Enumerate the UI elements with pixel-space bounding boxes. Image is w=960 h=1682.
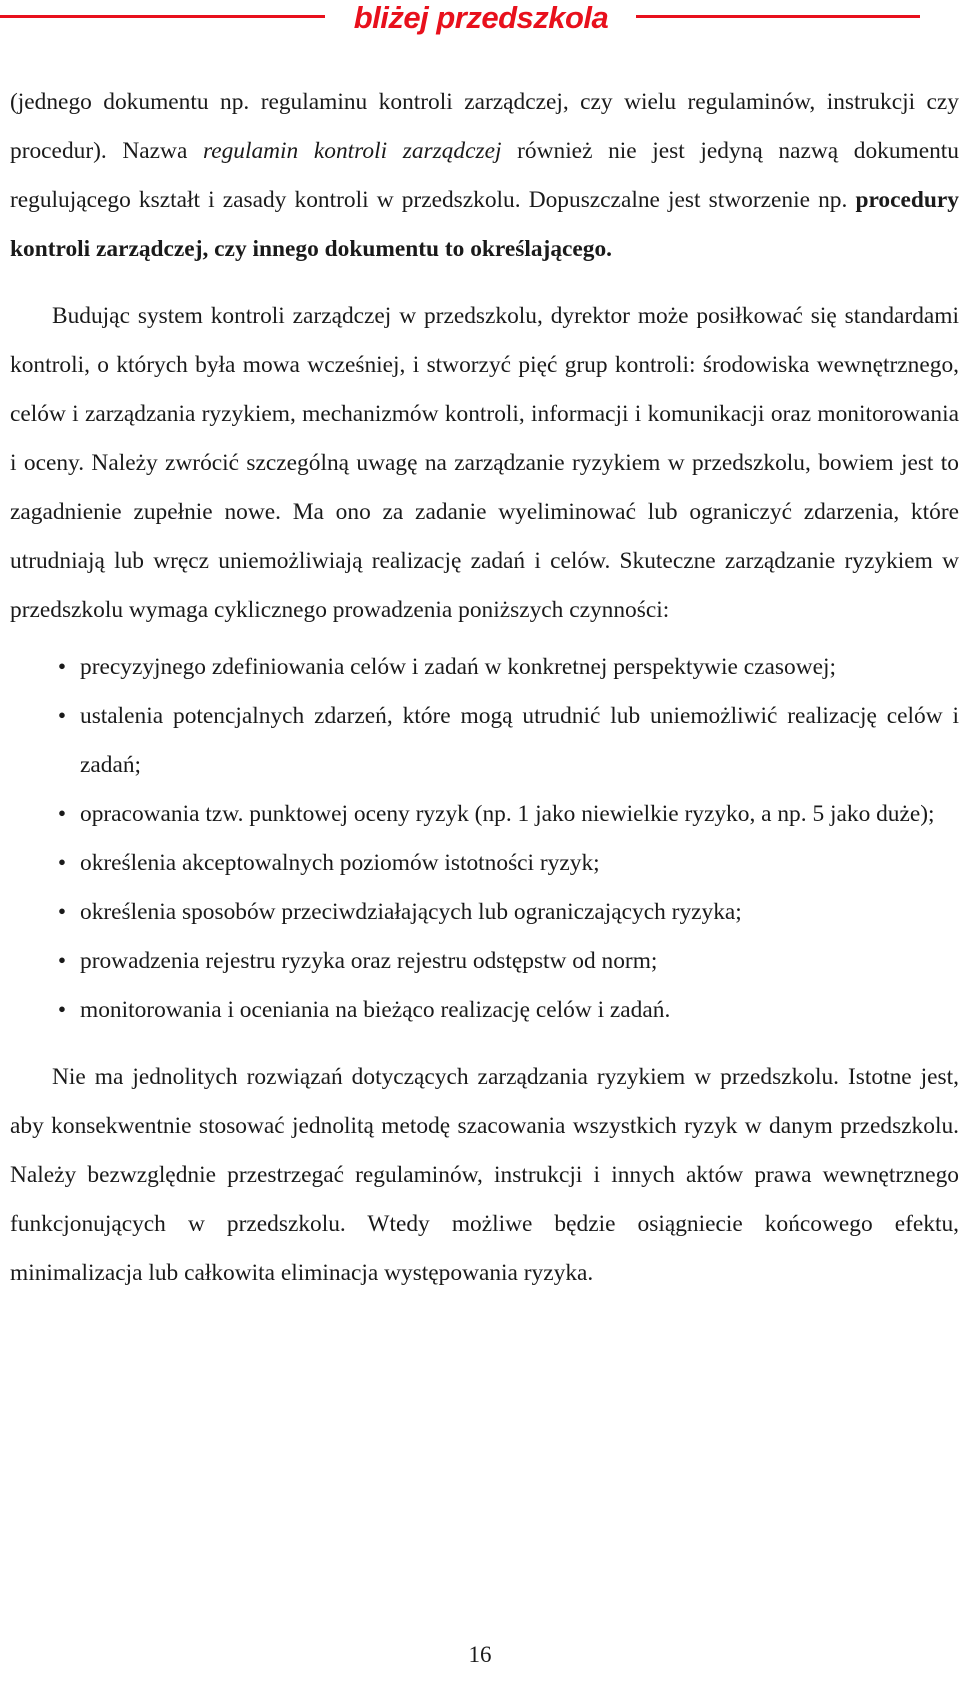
page-number: 16 <box>468 1642 492 1667</box>
list-item-text: monitorowania i oceniania na bieżąco realizację celów i zadań. <box>80 997 671 1023</box>
paragraph-intro-italic: regulamin kontroli zarządczej <box>202 138 502 164</box>
list-item <box>10 692 959 790</box>
bullet-icon: • <box>57 801 67 827</box>
paragraph-intro-text-2: również nie jest jedyną nazwą dokumentu regulującego kształt i zasady kontroli w przedszkolu. Dopuszczalne jest stworzenie np. <box>10 138 959 213</box>
paragraph-intro <box>10 78 959 274</box>
document-body <box>10 78 959 1298</box>
header-rule-right <box>636 15 920 18</box>
bullet-icon: • <box>57 654 67 680</box>
header-brand-title: bliżej przedszkola <box>353 0 609 35</box>
list-item-text: precyzyjnego zdefiniowania celów i zadań w konkretnej perspektywie czasowej; <box>80 654 836 680</box>
paragraph-conclusion: Nie ma jednolitych rozwiązań dotyczących zarządzania ryzykiem w przedszkolu. Istotne jest, aby konsekwentnie stosować jednolitą metodę szacowania wszystkich ryzyk w danym przedszkolu. Należy bezwzględnie przestrzegać regulaminów, instrukcji i innych aktów prawa wewnętrznego funkcjonujących w przedszkolu. Wtedy możliwe będzie osiągniecie końcowego efektu, minimalizacja lub całkowita eliminacja występowania ryzyka. <box>10 1064 959 1286</box>
bullet-icon: • <box>57 850 67 876</box>
list-item-text: prowadzenia rejestru ryzyka oraz rejestru odstępstw od norm; <box>80 948 658 974</box>
activities-list <box>10 643 959 1035</box>
list-item <box>10 643 959 692</box>
paragraph-intro-text-1: (jednego dokumentu np. regulaminu kontroli zarządczej, czy wielu regulaminów, instrukcji czy procedur). Nazwa <box>10 89 959 164</box>
list-item <box>10 888 959 937</box>
bullet-icon: • <box>57 948 67 974</box>
list-item-text: określenia sposobów przeciwdziałających lub ograniczających ryzyka; <box>80 899 742 925</box>
list-item <box>10 790 959 839</box>
list-item-text: ustalenia potencjalnych zdarzeń, które mogą utrudnić lub uniemożliwić realizację celów i zadań; <box>80 703 959 778</box>
list-item-text: opracowania tzw. punktowej oceny ryzyk (np. 1 jako niewielkie ryzyko, a np. 5 jako duże); <box>80 801 935 827</box>
page-header <box>0 0 960 44</box>
paragraph-intro-bold: procedury kontroli zarządczej, czy innego dokumentu to określającego. <box>10 187 959 262</box>
list-item-text: określenia akceptowalnych poziomów istotności ryzyk; <box>80 850 600 876</box>
header-rule-left <box>0 15 325 18</box>
paragraph-risk-management: Budując system kontroli zarządczej w przedszkolu, dyrektor może posiłkować się standardami kontroli, o których była mowa wcześniej, i stworzyć pięć grup kontroli: środowiska wewnętrznego, celów i zarządzania ryzykiem, mechanizmów kontroli, informacji i komunikacji oraz monitorowania i oceny. Należy zwrócić szczególną uwagę na zarządzanie ryzykiem w przedszkolu, bowiem jest to zagadnienie zupełnie nowe. Ma ono za zadanie wyeliminować lub ograniczyć zdarzenia, które utrudniają lub wręcz uniemożliwiają realizację zadań i celów. Skuteczne zarządzanie ryzykiem w przedszkolu wymaga cyklicznego prowadzenia poniższych czynności: <box>10 303 959 623</box>
list-item <box>10 937 959 986</box>
list-item <box>10 839 959 888</box>
bullet-icon: • <box>57 703 67 729</box>
list-item <box>10 986 959 1035</box>
bullet-icon: • <box>57 997 67 1023</box>
bullet-icon: • <box>57 899 67 925</box>
